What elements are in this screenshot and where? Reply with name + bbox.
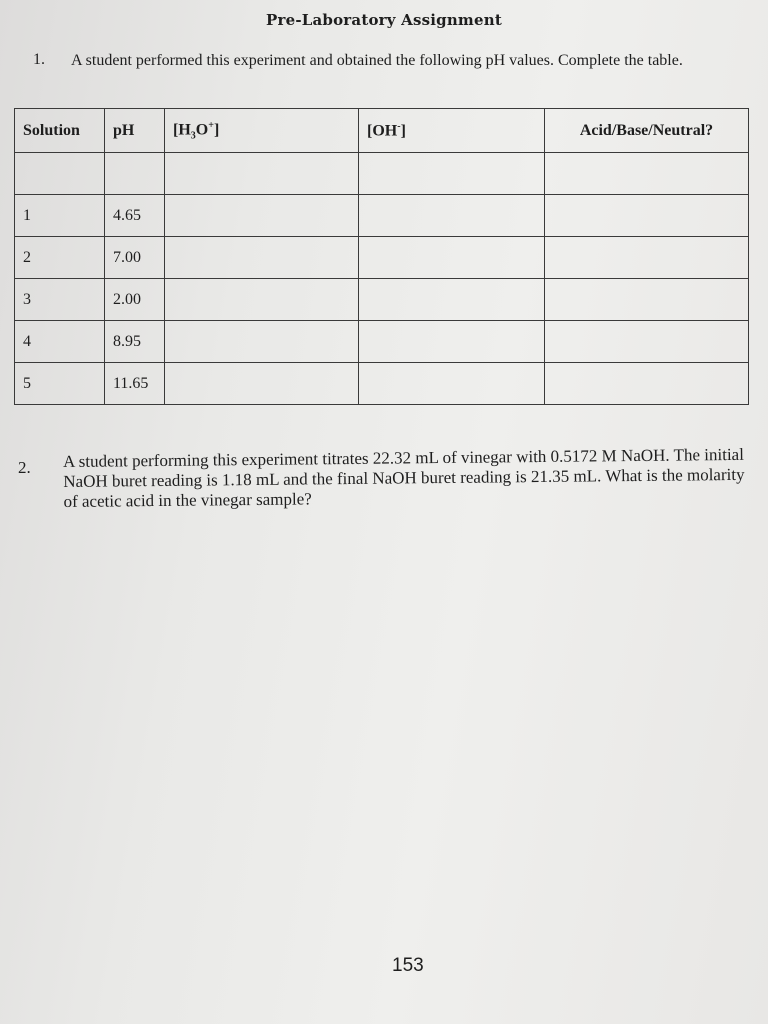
header-solution: Solution — [15, 109, 105, 153]
table-row — [15, 279, 749, 321]
cell-solution: 4 — [15, 321, 105, 363]
header-h3o — [165, 109, 359, 153]
table-cell[interactable] — [359, 153, 545, 195]
cell-h3o[interactable] — [165, 279, 359, 321]
cell-ph: 11.65 — [105, 363, 165, 405]
table-cell[interactable] — [15, 153, 105, 195]
question-2-text: A student performing this experiment titrates 22.32 mL of vinegar with 0.5172 M NaOH. The initial NaOH buret reading is 1.18 mL and the final NaOH buret reading is 21.35 mL. What is the molarity of acetic acid in the vinegar sample? — [63, 444, 745, 511]
header-h3o-subscript: 3 — [190, 130, 196, 142]
cell-classification[interactable] — [545, 195, 749, 237]
cell-ph: 7.00 — [105, 237, 165, 279]
cell-solution: 2 — [15, 237, 105, 279]
header-oh-superscript: - — [397, 120, 401, 132]
header-h3o-prefix: [H — [173, 121, 191, 139]
cell-oh[interactable] — [359, 279, 545, 321]
cell-classification[interactable] — [545, 279, 749, 321]
cell-ph: 2.00 — [105, 279, 165, 321]
cell-solution: 5 — [15, 363, 105, 405]
table-header-row — [15, 109, 749, 153]
cell-oh[interactable] — [359, 237, 545, 279]
question-1-text: A student performed this experiment and obtained the following pH values. Complete the table. — [71, 52, 683, 69]
header-h3o-superscript: + — [208, 119, 214, 131]
cell-oh[interactable] — [359, 321, 545, 363]
cell-h3o[interactable] — [165, 195, 359, 237]
page-title: Pre-Laboratory Assignment — [266, 11, 502, 29]
table-row-blank — [15, 153, 749, 195]
cell-classification[interactable] — [545, 363, 749, 405]
cell-solution: 1 — [15, 195, 105, 237]
header-classification: Acid/Base/Neutral? — [545, 109, 749, 153]
table-row — [15, 321, 749, 363]
table-cell[interactable] — [105, 153, 165, 195]
cell-classification[interactable] — [545, 237, 749, 279]
question-1-number: 1. — [33, 51, 45, 68]
ph-table — [14, 108, 749, 405]
cell-h3o[interactable] — [165, 237, 359, 279]
cell-classification[interactable] — [545, 321, 749, 363]
table-row — [15, 363, 749, 405]
cell-h3o[interactable] — [165, 321, 359, 363]
table-row — [15, 237, 749, 279]
header-oh — [359, 109, 545, 153]
table-cell[interactable] — [165, 153, 359, 195]
cell-ph: 4.65 — [105, 195, 165, 237]
header-oh-prefix: [OH — [367, 122, 398, 140]
question-2-number: 2. — [18, 458, 31, 477]
table-row — [15, 195, 749, 237]
header-h3o-suffix: ] — [213, 121, 220, 139]
cell-oh[interactable] — [359, 195, 545, 237]
cell-h3o[interactable] — [165, 363, 359, 405]
table-cell[interactable] — [545, 153, 749, 195]
header-h3o-mid: O — [195, 121, 209, 139]
header-oh-suffix: ] — [400, 122, 406, 140]
page-number: 153 — [392, 955, 424, 976]
cell-ph: 8.95 — [105, 321, 165, 363]
cell-solution: 3 — [15, 279, 105, 321]
header-ph: pH — [105, 109, 165, 153]
cell-oh[interactable] — [359, 363, 545, 405]
